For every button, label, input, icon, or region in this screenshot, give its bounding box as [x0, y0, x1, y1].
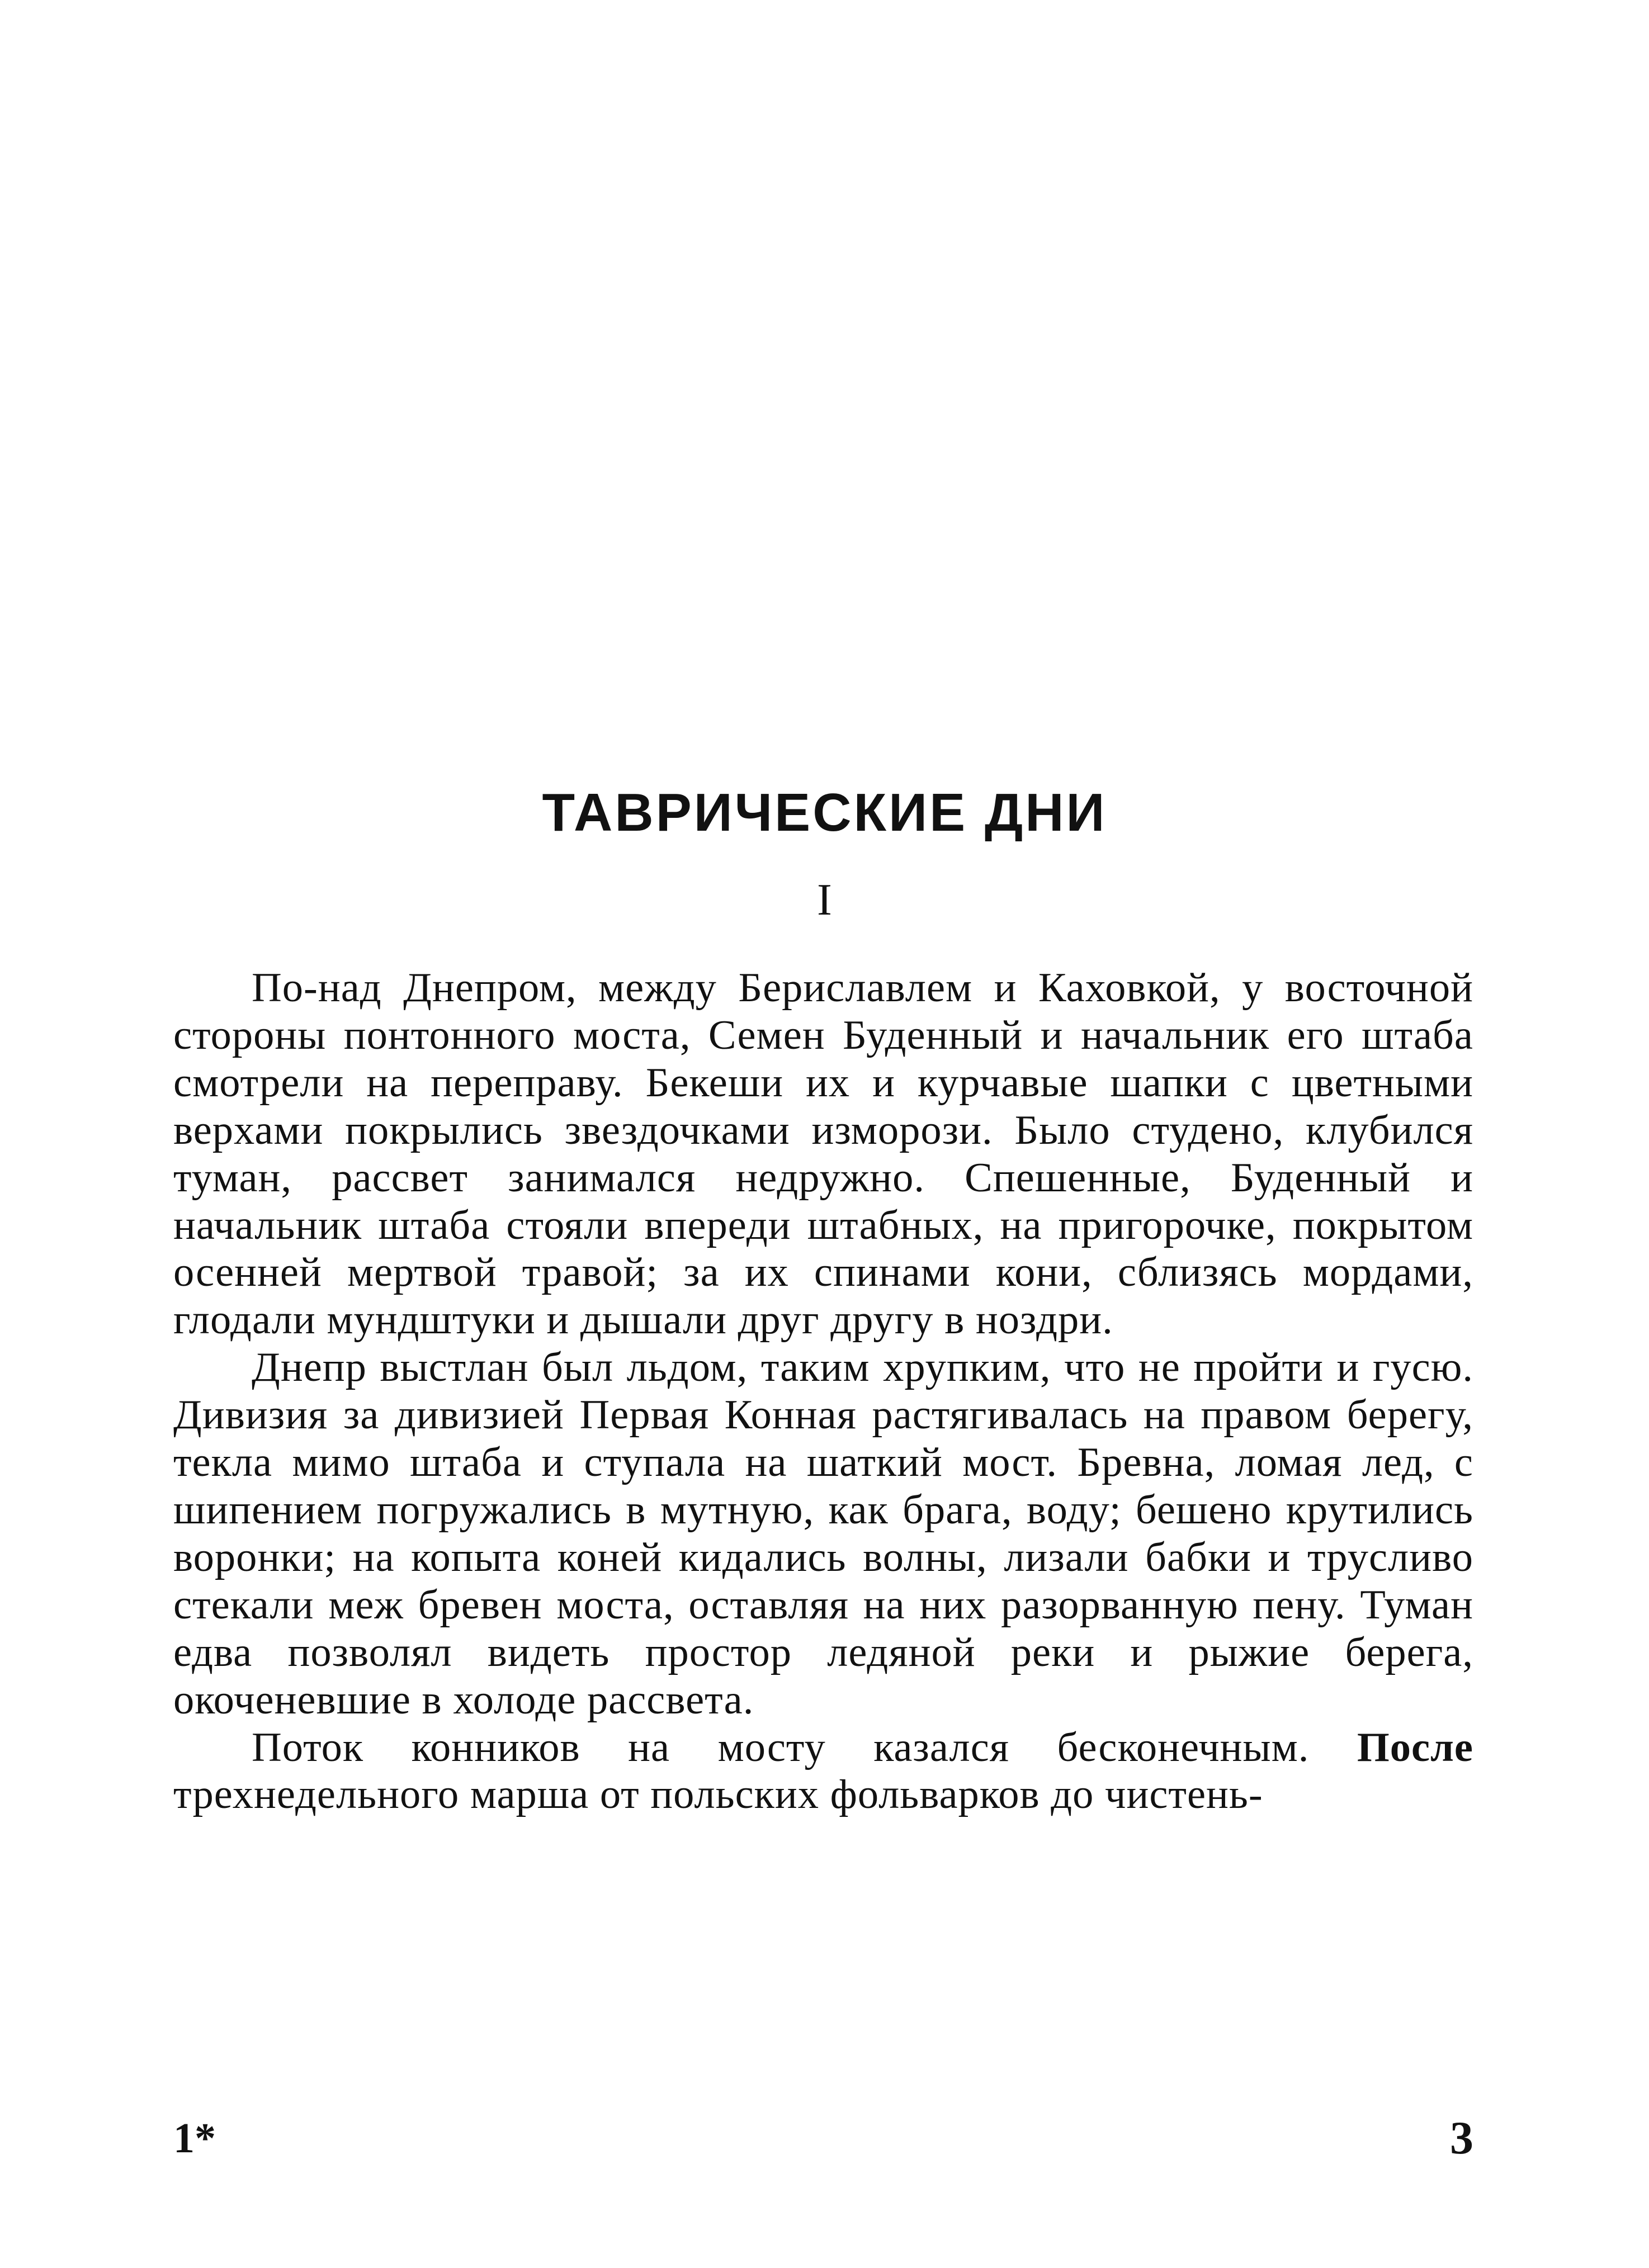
- paragraph: По-над Днепром, между Бериславлем и Каховкой, у восточной стороны понтонного моста, Семен Буденный и начальник его штаба смотрели на переправу. Бекеши их и курчавые шапки с цветными верхами покрылись звездочками изморози. Было студено, клубился туман, рассвет занимался недружно. Спешенные, Буденный и начальник штаба стояли впереди штабных, на пригорочке, покрытом осенней мертвой травой; за их спинами кони, сблизясь мордами, глодали мундштуки и дышали друг другу в ноздри.: [173, 965, 1473, 1343]
- paragraph-bold-word: После: [1357, 1724, 1473, 1770]
- page-title: ТАВРИЧЕСКИЕ ДНИ: [542, 783, 1107, 843]
- page-number: 3: [1450, 2112, 1473, 2164]
- page-footer: [173, 2110, 1473, 2166]
- chapter-number: I: [817, 875, 832, 925]
- paragraph-lead-text: Поток конников на мосту казался бесконечным.: [252, 1724, 1357, 1770]
- signature-mark: 1*: [173, 2115, 216, 2162]
- paragraph: Днепр выстлан был льдом, таким хрупким, что не пройти и гусю. Дивизия за дивизией Первая Конная растягивалась на правом берегу, текла мимо штаба и ступала на шаткий мост. Бревна, ломая лед, с шипением погружались в мутную, как брага, воду; бешено крутились воронки; на копыта коней кидались волны, лизали бабки и трусливо стекали меж бревен моста, оставляя на них разорванную пену. Туман едва позволял видеть простор ледяной реки и рыжие берега, окоченевшие в холоде рассвета.: [173, 1344, 1473, 1723]
- body-text: [173, 964, 1473, 1819]
- paragraph: [173, 1724, 1473, 1819]
- paragraph-tail-text: трехнедельного марша от польских фольварков до чистень-: [173, 1772, 1263, 1818]
